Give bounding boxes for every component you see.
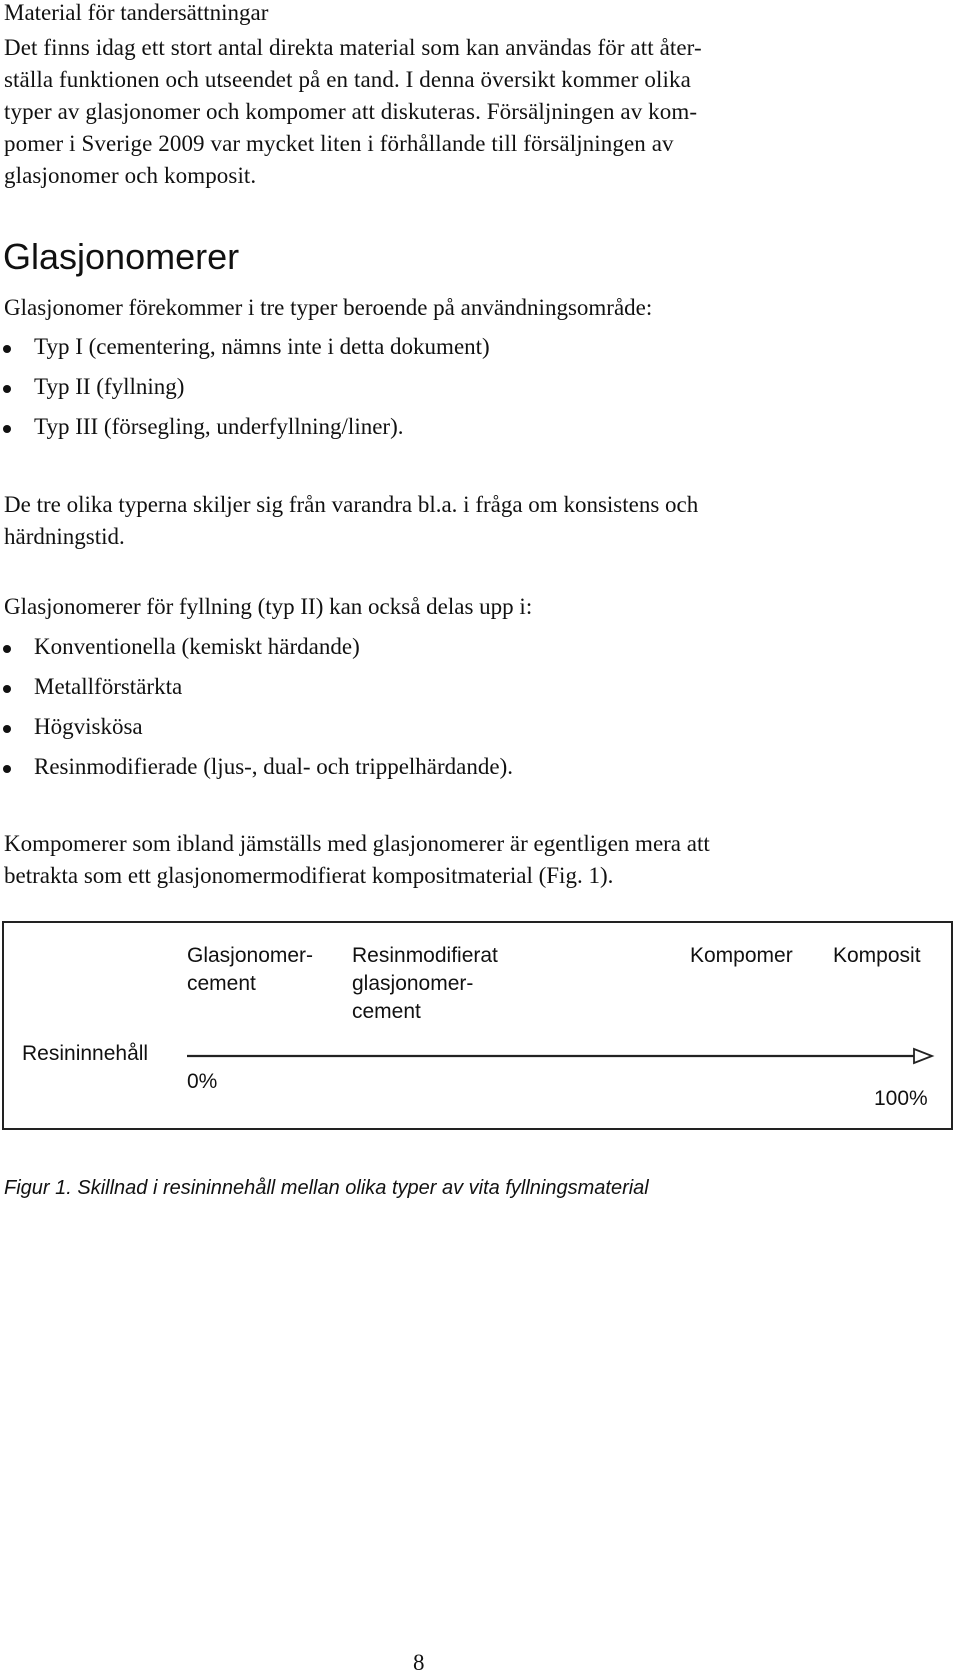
kompomer-line: Kompomerer som ibland jämställs med glasjonomerer är egentligen mera att xyxy=(4,831,710,856)
bullet-icon xyxy=(3,765,11,773)
list-item-text: Metallförstärkta xyxy=(34,674,183,699)
figure-label-glasjonomer: Glasjonomer- xyxy=(187,944,314,967)
figure-label-glasjonomer: cement xyxy=(187,972,256,995)
figure-label-resin: Resinmodifierat xyxy=(352,944,498,967)
list-item-text: Högviskösa xyxy=(34,714,143,739)
bullet-icon xyxy=(3,385,11,393)
intro-line: typer av glasjonomer och kompomer att diskuteras. Försäljningen av kom- xyxy=(4,99,698,124)
axis-start-label: 0% xyxy=(187,1070,218,1093)
section-heading: Glasjonomerer xyxy=(3,236,240,277)
axis-end-label: 100% xyxy=(874,1087,928,1110)
types-intro: Glasjonomer förekommer i tre typer beroende på användningsområde: xyxy=(4,295,653,320)
bullet-icon xyxy=(3,425,11,433)
intro-line: glasjonomer och komposit. xyxy=(4,163,257,188)
figure-label-komposit: Komposit xyxy=(833,944,921,967)
difference-line: härdningstid. xyxy=(4,524,125,549)
axis-label: Resininnehåll xyxy=(22,1042,149,1065)
bullet-icon xyxy=(3,645,11,653)
bullet-icon xyxy=(3,685,11,693)
kompomer-line: betrakta som ett glasjonomermodifierat kompositmaterial (Fig. 1). xyxy=(4,863,614,888)
difference-line: De tre olika typerna skiljer sig från varandra bl.a. i fråga om konsistens och xyxy=(4,492,699,517)
list-item-text: Konventionella (kemiskt härdande) xyxy=(34,634,360,659)
bullet-icon xyxy=(3,725,11,733)
intro-title: Material för tandersättningar xyxy=(4,0,269,25)
figure-label-resin: cement xyxy=(352,1000,421,1023)
page-number: 8 xyxy=(413,1650,425,1675)
subtypes-intro: Glasjonomerer för fyllning (typ II) kan också delas upp i: xyxy=(4,594,533,619)
figure-caption: Figur 1. Skillnad i resininnehåll mellan olika typer av vita fyllningsmaterial xyxy=(4,1177,649,1199)
intro-line: pomer i Sverige 2009 var mycket liten i förhållande till försäljningen av xyxy=(4,131,674,156)
intro-line: Det finns idag ett stort antal direkta material som kan användas för att åter- xyxy=(4,35,702,60)
resin-axis-arrow xyxy=(4,923,951,1128)
list-item-text: Typ I (cementering, nämns inte i detta dokument) xyxy=(34,334,490,359)
intro-line: ställa funktionen och utseendet på en tand. I denna översikt kommer olika xyxy=(4,67,691,92)
figure-label-kompomer: Kompomer xyxy=(690,944,793,967)
bullet-icon xyxy=(3,345,11,353)
list-item-text: Typ II (fyllning) xyxy=(34,374,185,399)
list-item-text: Typ III (försegling, underfyllning/liner). xyxy=(34,414,404,439)
figure-box xyxy=(2,921,953,1130)
list-item-text: Resinmodifierade (ljus-, dual- och trippelhärdande). xyxy=(34,754,514,779)
figure-label-resin: glasjonomer- xyxy=(352,972,474,995)
arrowhead-icon xyxy=(914,1049,932,1063)
